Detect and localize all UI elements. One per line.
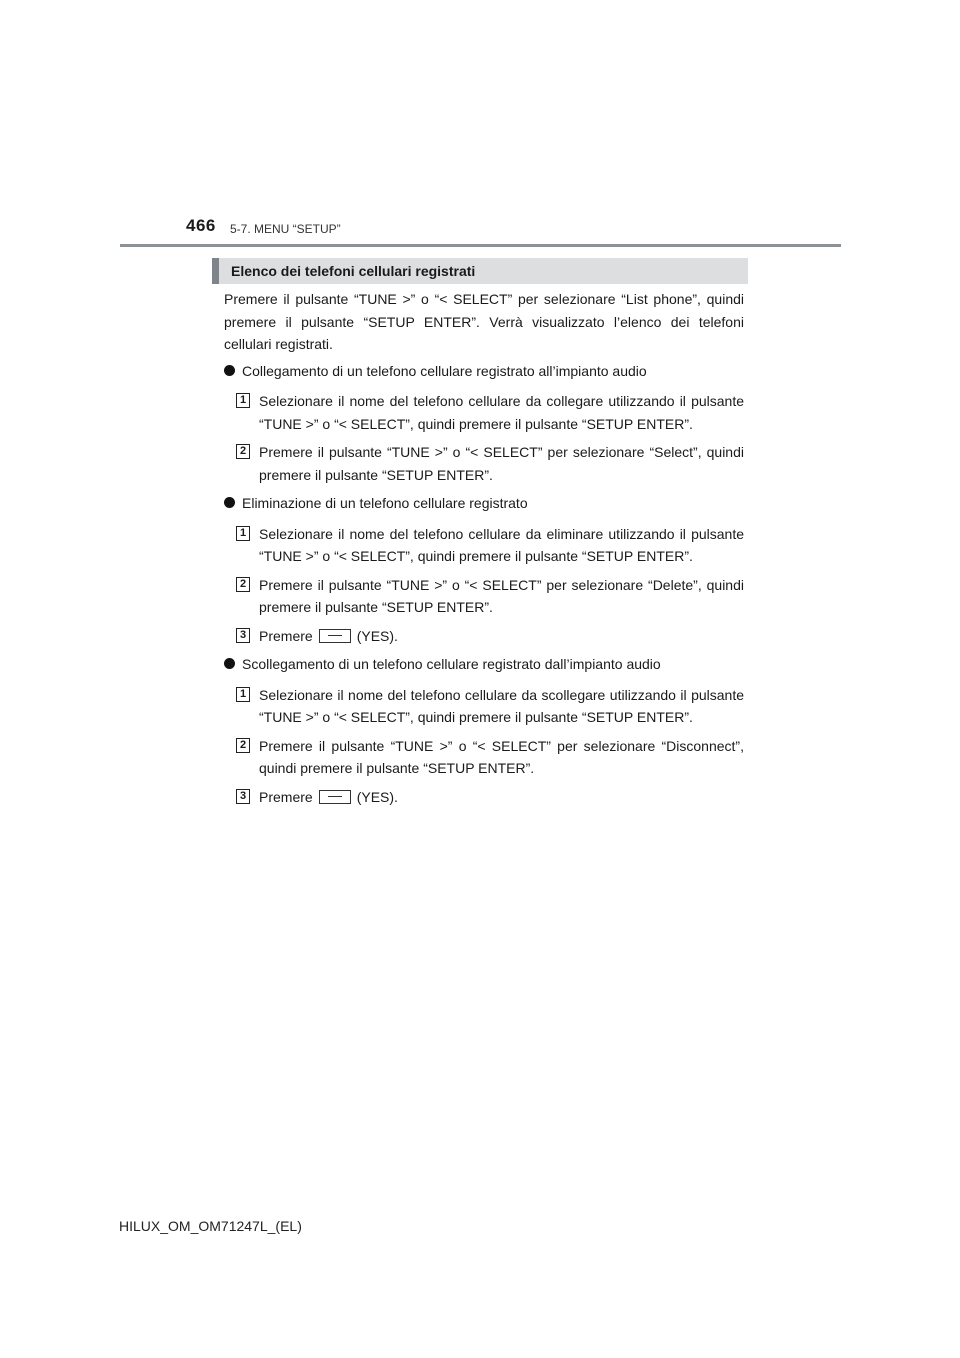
footer-code: HILUX_OM_OM71247L_(EL)	[119, 1218, 302, 1234]
bullet-item	[224, 360, 744, 383]
step-number-badge: 2	[236, 738, 250, 753]
page-number: 466	[186, 216, 216, 235]
bullet-dot-icon	[224, 658, 235, 669]
yes-button-icon	[319, 629, 351, 643]
step-item	[224, 684, 744, 729]
step-item	[224, 735, 744, 780]
bullet-item	[224, 492, 744, 515]
step-item	[224, 574, 744, 619]
step-text-pre: Premere	[259, 627, 313, 644]
step-text-post: (YES).	[356, 627, 398, 644]
step-text: Selezionare il nome del telefono cellulare da eliminare utilizzando il pulsante “TUNE >” o “< SELECT”, quindi premere il pulsante “SETUP ENTER”.	[259, 525, 744, 564]
intro-paragraph: Premere il pulsante “TUNE >” o “< SELECT” per selezionare “List phone”, quindi premere il pulsante “SETUP ENTER”. Verrà visualizzato l’elenco dei telefoni cellulari registrati.	[224, 291, 744, 352]
step-item	[224, 523, 744, 568]
step-item	[224, 441, 744, 486]
bullet-item	[224, 653, 744, 676]
header-rule	[120, 244, 841, 247]
step-text: Premere il pulsante “TUNE >” o “< SELECT” per selezionare “Disconnect”, quindi premere il pulsante “SETUP ENTER”.	[259, 737, 744, 776]
bullet-text: Eliminazione di un telefono cellulare registrato	[242, 495, 528, 511]
step-number-badge: 2	[236, 444, 250, 459]
step-text: Selezionare il nome del telefono cellulare da collegare utilizzando il pulsante “TUNE >” o “< SELECT”, quindi premere il pulsante “SETUP ENTER”.	[259, 393, 744, 432]
step-number-badge: 1	[236, 687, 250, 702]
step-item	[224, 625, 744, 648]
bullet-dot-icon	[224, 497, 235, 508]
step-item	[224, 390, 744, 435]
chapter-title: 5-7. MENU “SETUP”	[230, 222, 341, 236]
section-title: Elenco dei telefoni cellulari registrati	[231, 263, 476, 279]
step-text-post: (YES).	[356, 788, 398, 805]
step-number-badge: 3	[236, 628, 250, 643]
step-text: Selezionare il nome del telefono cellulare da scollegare utilizzando il pulsante “TUNE >” o “< SELECT”, quindi premere il pulsante “SETUP ENTER”.	[259, 686, 744, 725]
step-number-badge: 2	[236, 577, 250, 592]
step-text-pre: Premere	[259, 788, 313, 805]
step-item	[224, 786, 744, 809]
section-header	[212, 258, 748, 284]
step-text: Premere il pulsante “TUNE >” o “< SELECT” per selezionare “Select”, quindi premere il pulsante “SETUP ENTER”.	[259, 444, 744, 483]
content	[224, 288, 744, 814]
bullet-text: Scollegamento di un telefono cellulare registrato dall’impianto audio	[242, 656, 661, 672]
step-number-badge: 3	[236, 789, 250, 804]
bullet-dot-icon	[224, 365, 235, 376]
step-number-badge: 1	[236, 526, 250, 541]
step-text: Premere il pulsante “TUNE >” o “< SELECT” per selezionare “Delete”, quindi premere il pulsante “SETUP ENTER”.	[259, 576, 744, 615]
yes-button-icon	[319, 790, 351, 804]
step-number-badge: 1	[236, 393, 250, 408]
bullet-text: Collegamento di un telefono cellulare registrato all’impianto audio	[242, 362, 647, 379]
